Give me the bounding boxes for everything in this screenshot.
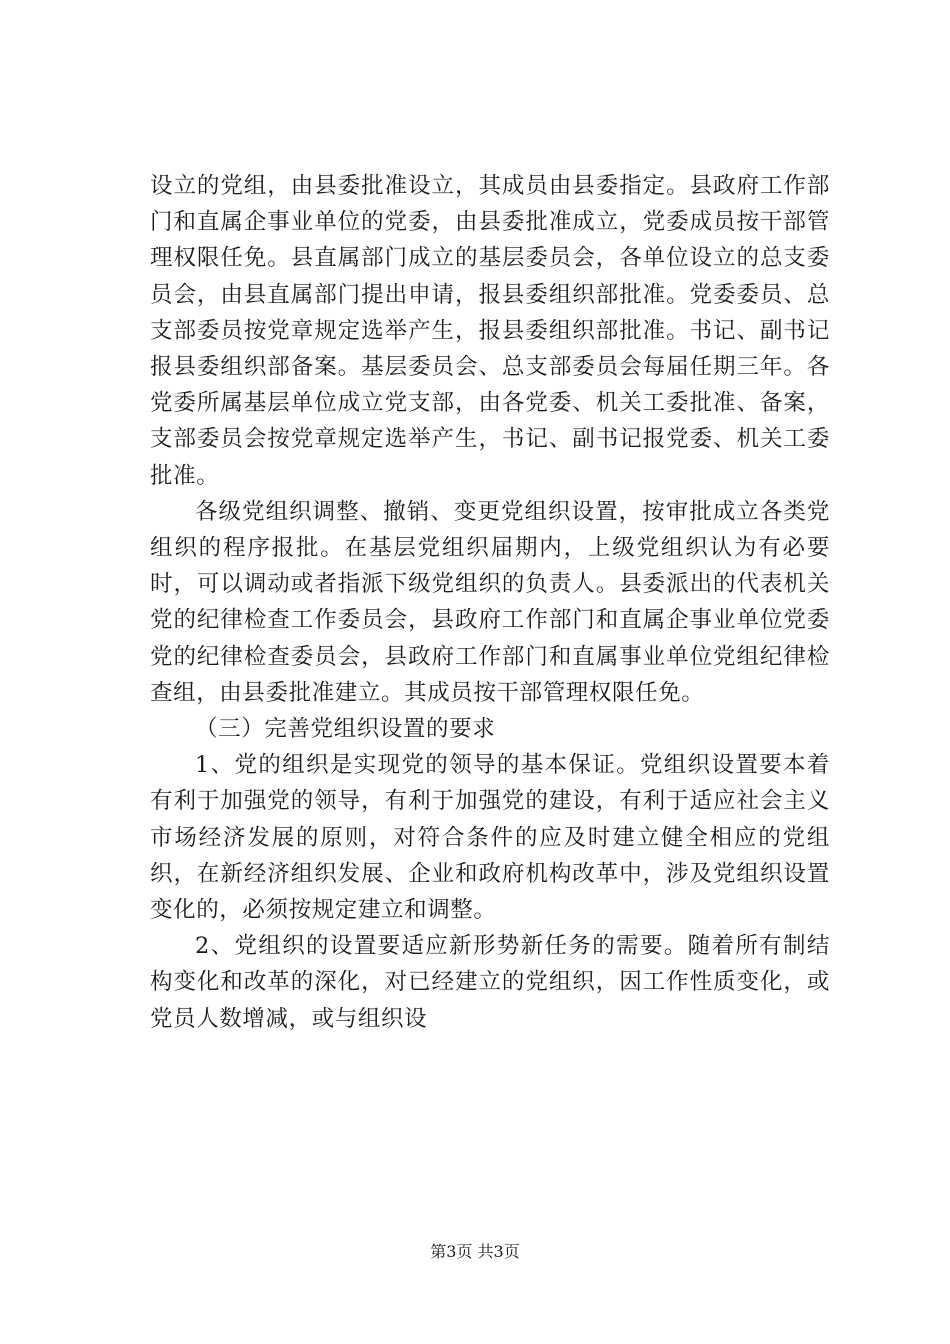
body-paragraph-4: 2、党组织的设置要适应新形势新任务的需要。随着所有制结构变化和改革的深化，对已经建立的党组织，因工作性质变化，或党员人数增减，或与组织设 [150,933,830,1032]
body-paragraph-1: 设立的党组，由县委批准设立，其成员由县委指定。县政府工作部门和直属企事业单位的党委，由县委批准成立，党委成员按干部管理权限任免。县直属部门成立的基层委员会，各单位设立的总支委员会，由县直属部门提出申请，报县委组织部批准。党委委员、总支部委员按党章规定选举产生，报县委组织部批准。书记、副书记报县委组织部备案。基层委员会、总支部委员会每届任期三年。各党委所属基层单位成立党支部，由各党委、机关工委批准、备案，支部委员会按党章规定选举产生，书记、副书记报党委、机关工委批准。 [150,173,830,489]
body-paragraph-2: 各级党组织调整、撤销、变更党组织设置，按审批成立各类党组织的程序报批。在基层党组织届期内，上级党组织认为有必要时，可以调动或者指派下级党组织的负责人。县委派出的代表机关党的纪律检查工作委员会，县政府工作部门和直属企事业单位党委党的纪律检查委员会，县政府工作部门和直属事业单位党组纪律检查组，由县委批准建立。其成员按干部管理权限任免。 [150,498,830,706]
section-heading: （三）完善党组织设置的要求 [195,716,496,743]
document-body [150,168,830,1037]
page-number-footer: 第3页 共3页 [430,1242,520,1261]
body-paragraph-3: 1、党的组织是实现党的领导的基本保证。党组织设置要本着有利于加强党的领导，有利于加强党的建设，有利于适应社会主义市场经济发展的原则，对符合条件的应及时建立健全相应的党组织，在新经济组织发展、企业和政府机构改革中，涉及党组织设置变化的，必须按规定建立和调整。 [150,752,830,924]
